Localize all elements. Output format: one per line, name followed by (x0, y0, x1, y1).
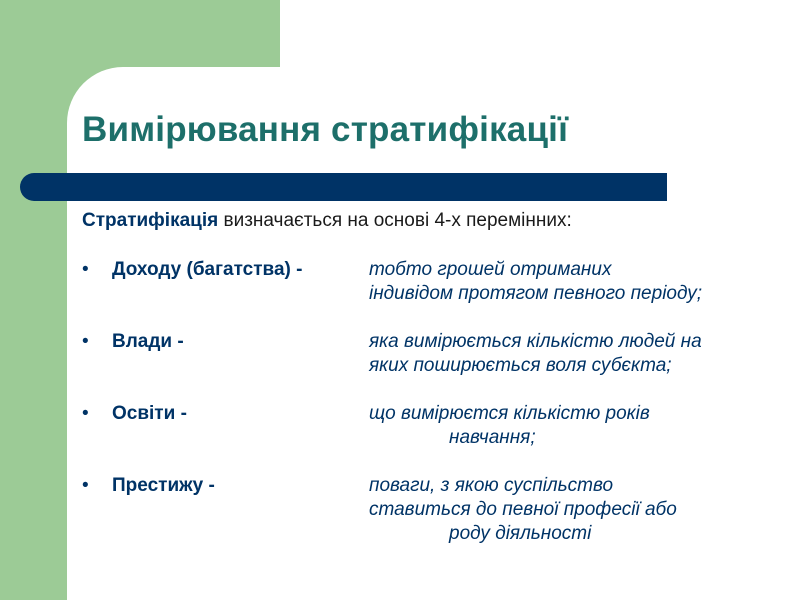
description-line: ставиться до певної професії або (369, 499, 677, 520)
description-line: навчання; (449, 427, 536, 448)
bullet-icon: • (82, 475, 89, 496)
item-description (369, 474, 677, 546)
item-term: Освіти - (112, 403, 187, 424)
item-description (369, 330, 702, 378)
variables-list (82, 258, 782, 546)
item-term: Влади - (112, 331, 184, 352)
description-line: тобто грошей отриманих (369, 259, 612, 280)
description-line: яка вимірюється кількістю людей на (369, 331, 702, 352)
item-term: Престижу - (112, 475, 215, 496)
bullet-icon: • (82, 331, 89, 352)
description-line: роду діяльності (449, 523, 592, 544)
list-item (82, 330, 782, 402)
intro-rest: визначається на основі 4-х перемінних: (218, 210, 572, 231)
title-underline-bar (20, 173, 667, 201)
description-line: що вимірюєтся кількістю років (369, 403, 650, 424)
intro-text (82, 210, 572, 232)
intro-bold-term: Стратифікація (82, 210, 219, 231)
bullet-icon: • (82, 259, 89, 280)
bullet-icon: • (82, 403, 89, 424)
list-item (82, 474, 782, 546)
description-line: індивідом протягом певного періоду; (369, 283, 703, 304)
list-item (82, 258, 782, 330)
list-item (82, 402, 782, 474)
item-term: Доходу (багатства) - (112, 259, 303, 280)
description-line: яких поширюється воля субєкта; (369, 355, 672, 376)
item-description (369, 402, 650, 450)
slide-title: Вимірювання стратифікації (82, 110, 569, 149)
description-line: поваги, з якою суспільство (369, 475, 614, 496)
green-left-stripe (0, 0, 67, 600)
item-description (369, 258, 702, 306)
